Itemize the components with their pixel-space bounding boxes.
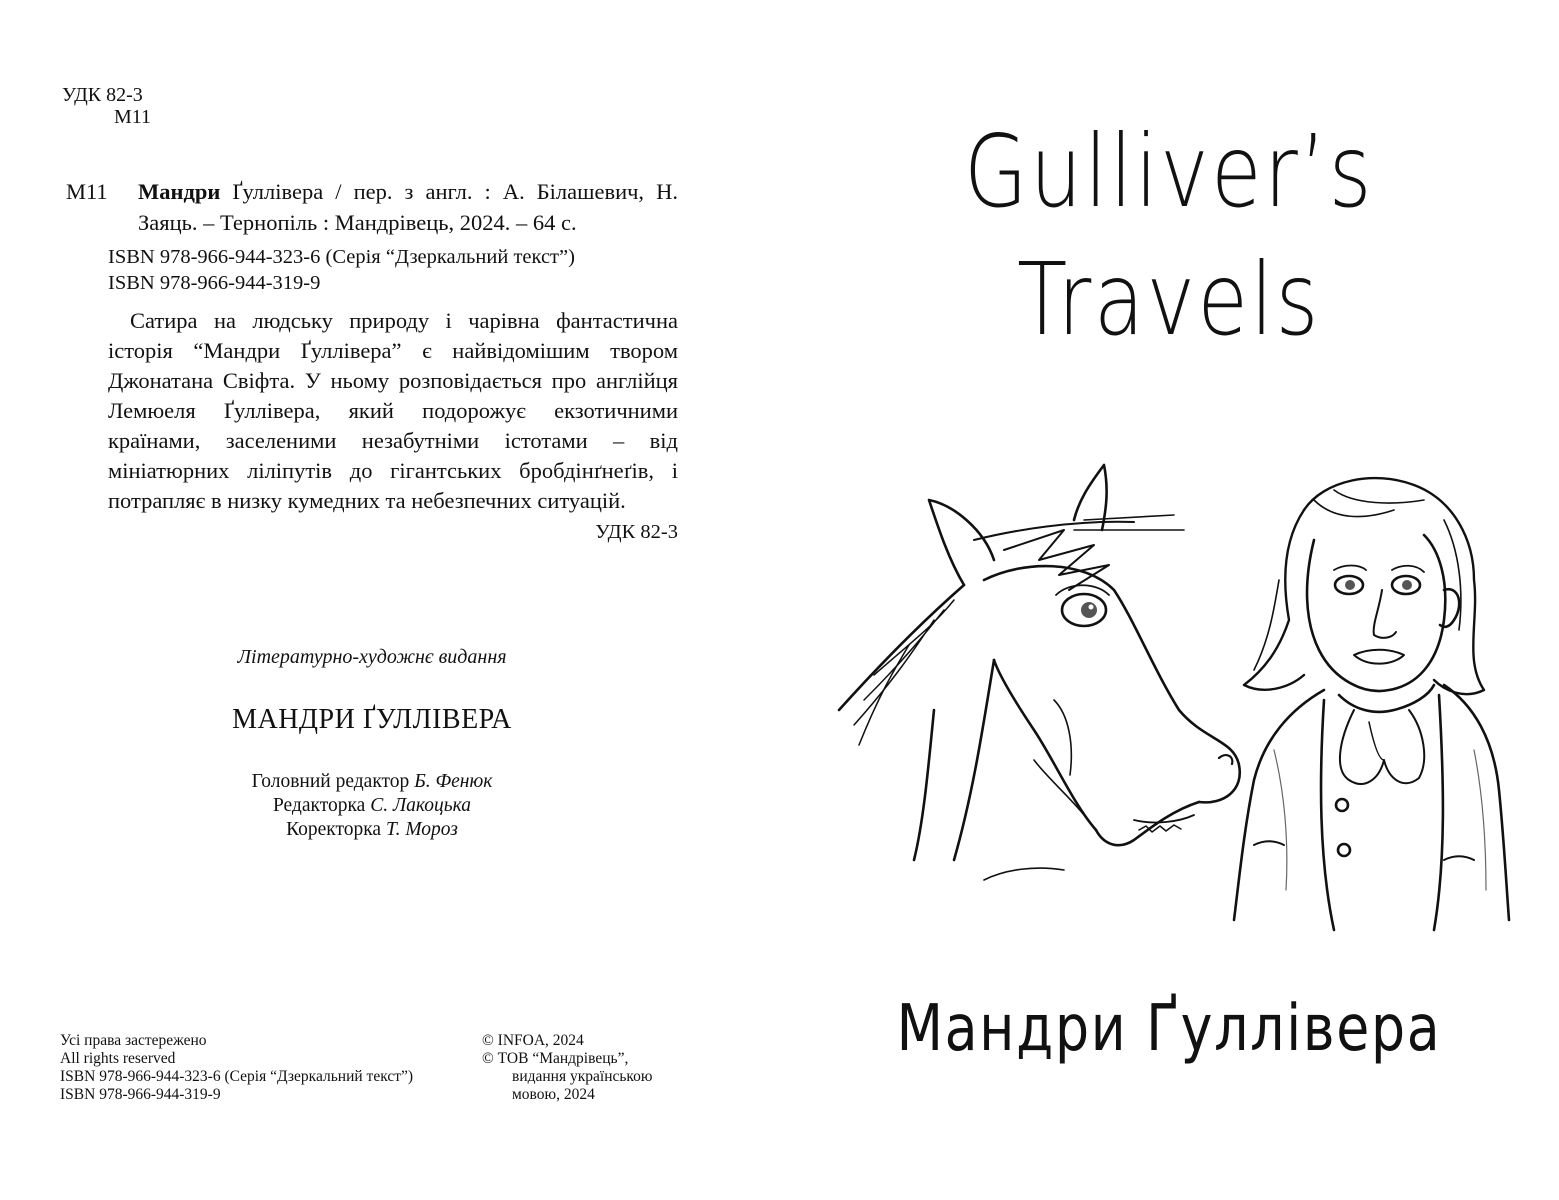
credit-chief-editor xyxy=(66,770,678,794)
catalog-udk: УДК 82-3 xyxy=(595,521,678,543)
credit-role: Редакторка xyxy=(272,795,366,816)
book-title: МАНДРИ ҐУЛЛІВЕРА xyxy=(232,704,512,735)
copyright-line: © ТОВ “Мандрівець”, xyxy=(482,1050,629,1067)
copyright-line: видання українською xyxy=(512,1068,653,1085)
author-mark: М11 xyxy=(114,106,152,128)
edition-type: Літературно-художнє видання xyxy=(237,646,507,668)
catalog-isbn-series: ISBN 978-966-944-323-6 (Серія “Дзеркальний текст”) xyxy=(108,246,575,268)
catalog-isbn-block xyxy=(108,244,678,296)
credit-name: С. Лакоцька xyxy=(370,795,472,816)
copyright-line: © INFOA, 2024 xyxy=(482,1032,584,1049)
rights-en: All rights reserved xyxy=(60,1050,176,1067)
cover-title xyxy=(849,108,1489,364)
catalog-id: М11 xyxy=(66,179,108,204)
catalog-isbn: ISBN 978-966-944-319-9 xyxy=(108,272,321,294)
catalog-title-bold: Мандри xyxy=(138,179,221,204)
title-page xyxy=(779,0,1559,1200)
catalog-description-rest: Ґуллівера / пер. з англ. : А. Білашевич, Н. Заяць. – Тернопіль : Мандрівець, 2024. – 64 с. xyxy=(138,179,678,235)
credit-editor xyxy=(66,794,678,818)
credits xyxy=(66,770,678,842)
rights-notice xyxy=(60,1032,413,1104)
credit-role: Коректорка xyxy=(286,819,382,840)
catalog-entry xyxy=(66,176,678,546)
credit-name: Т. Мороз xyxy=(385,819,458,840)
cover-title-line: Travels xyxy=(1017,241,1321,358)
rights-ua: Усі права застережено xyxy=(60,1032,207,1049)
cover-subtitle: Мандри Ґуллівера xyxy=(896,992,1442,1066)
horse-and-gulliver-illustration xyxy=(834,460,1524,940)
rights-isbn-series: ISBN 978-966-944-323-6 (Серія “Дзеркальний текст”) xyxy=(60,1068,414,1085)
udk-code: УДК 82-3 xyxy=(62,84,143,106)
gulliver-drawing xyxy=(1234,478,1509,930)
catalog-description xyxy=(138,176,678,238)
cover-title-line: Gulliver’s xyxy=(964,113,1374,230)
imprint-page xyxy=(0,0,779,1200)
horse-drawing xyxy=(839,465,1240,880)
copyright-line: мовою, 2024 xyxy=(512,1086,595,1103)
credit-proofreader xyxy=(66,818,678,842)
rights-isbn: ISBN 978-966-944-319-9 xyxy=(60,1086,221,1103)
udk-header xyxy=(62,84,151,128)
catalog-abstract: Сатира на людську природу і чарівна фантастична історія “Мандри Ґуллівера” є найвідомішим твором Джонатана Свіфта. У ньому розповідається про англійця Лемюеля Ґуллівера, який подорожує екзотичними країнами, заселеними незабутніми істотами – від мініатюрних ліліпутів до гігантських бробдінґнеґів, і потрапляє в низку кумедних та небезпечних ситуацій. xyxy=(108,308,678,513)
credit-role: Головний редактор xyxy=(251,771,410,792)
copyright-notice xyxy=(482,1032,653,1104)
credit-name: Б. Фенюк xyxy=(414,771,493,792)
